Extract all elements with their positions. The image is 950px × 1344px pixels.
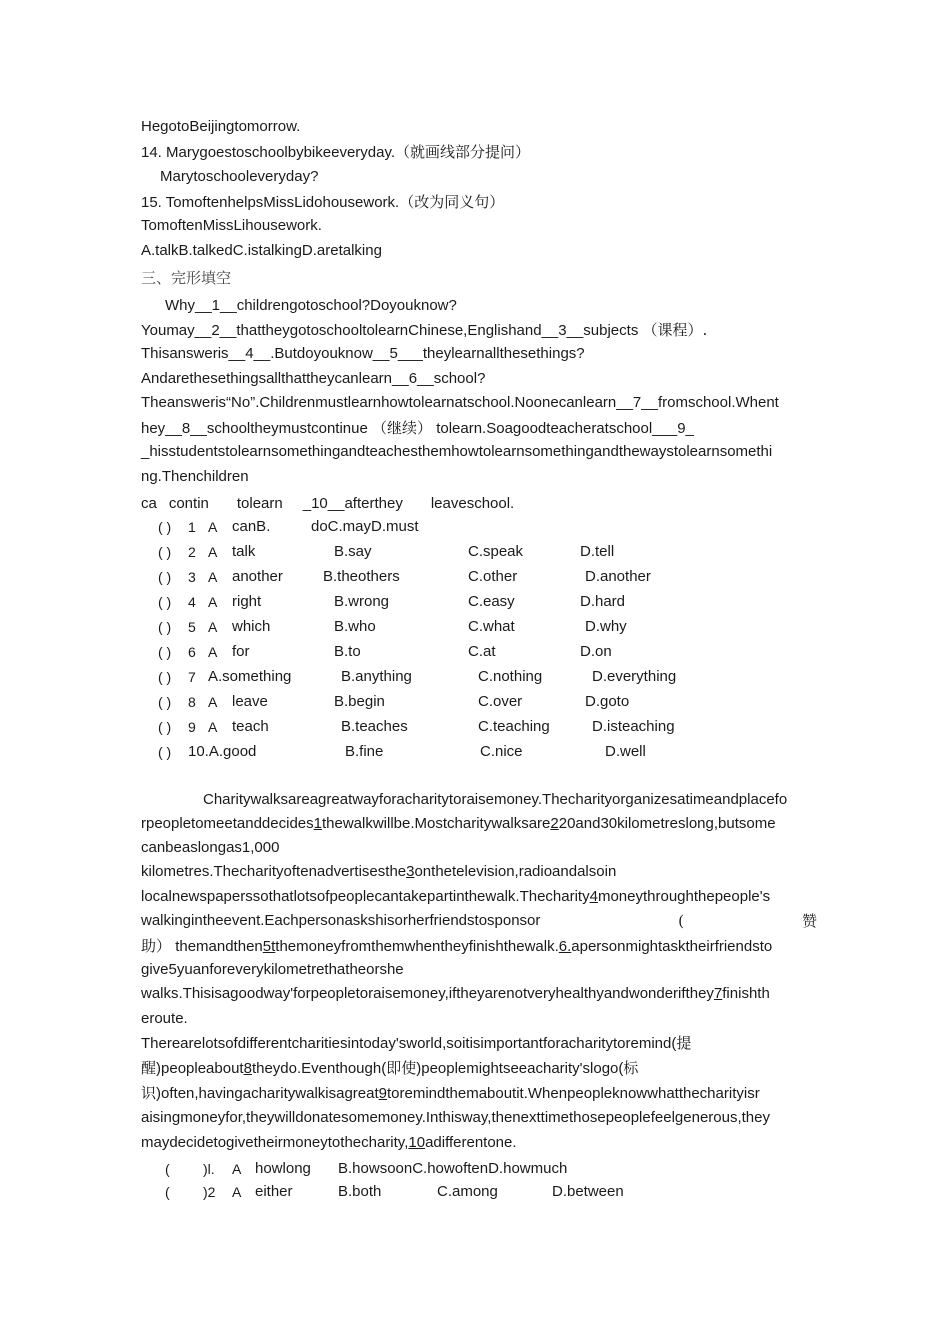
passage2-line-10: eroute. — [141, 1010, 188, 1027]
question-letter: A — [208, 644, 218, 660]
passage2-text: toremindthemaboutit.Whenpeopleknowwhatthecharityisr — [386, 1085, 760, 1102]
passage2-line-13 — [141, 1083, 760, 1104]
passage2-line-12 — [141, 1058, 638, 1079]
passage2-line-8: give5yuanforeverykilometrethatheorshe — [141, 961, 404, 978]
passage1-line-4: Andarethesethingsallthattheycanlearn__6__school? — [141, 370, 486, 387]
question-num: 10.A.good — [188, 743, 257, 760]
passage2-line-15 — [141, 1133, 517, 1153]
question-a: for — [232, 643, 250, 660]
passage2-cn-note: 标 — [623, 1059, 639, 1077]
question-num: 2 — [188, 544, 196, 560]
question-letter: A — [208, 719, 218, 735]
passage2-cn-note: 即使 — [386, 1059, 417, 1077]
passage2-text: localnewspaperssothatlotsofpeoplecantakepartinthewalk.Thecharity — [141, 888, 590, 905]
question-letter: A — [208, 519, 218, 535]
question-paren: ( ) — [158, 519, 172, 535]
question-a: leave — [232, 693, 268, 710]
options-line: A.talkB.talkedC.istalkingD.aretalking — [141, 242, 382, 259]
passage2-text: finishth — [722, 985, 770, 1002]
passage2-paren: ( — [678, 912, 684, 930]
question-paren: ( — [165, 1161, 170, 1177]
question-c: C.speak — [468, 543, 524, 560]
question-b: B.anything — [341, 668, 412, 685]
question-num: 7 — [188, 669, 196, 685]
question-b: B.fine — [345, 743, 384, 760]
passage2-cn-note: 赞 — [801, 912, 817, 930]
passage1-line-9-a: ca — [141, 495, 157, 512]
question-a: teach — [232, 718, 269, 735]
passage2-text: themoneyfromthemwhentheyfinishthewalk. — [275, 938, 559, 955]
passage1-line-2 — [141, 320, 707, 341]
question-b: B.teaches — [341, 718, 408, 735]
question-num: )2 — [203, 1184, 216, 1200]
question-letter: A — [208, 619, 218, 635]
passage2-text: maydecidetogivetheirmoneytothecharity, — [141, 1134, 409, 1151]
passage2-text: themandthen — [175, 938, 263, 955]
question-b: doC.mayD.must — [311, 518, 419, 535]
question-d: D.another — [585, 568, 651, 585]
passage1-line-8: ng.Thenchildren — [141, 468, 249, 485]
passage2-line-3: canbeaslongas1,000 — [141, 839, 280, 856]
passage2-text: )peopleabout — [156, 1060, 244, 1077]
blank-number: 7 — [713, 985, 723, 1002]
question-b: B.wrong — [334, 593, 390, 610]
question-d: D.on — [580, 643, 612, 660]
question-c: C.teaching — [478, 718, 550, 735]
question-b: B.who — [334, 618, 376, 635]
passage2-text: Therearelotsofdifferentcharitiesintoday'sworld,soitisimportantforacharitytoremind( — [141, 1035, 677, 1052]
passage1-line-6-b: tolearn.Soagoodteacheratschool___9_ — [436, 420, 694, 437]
question-d: D.between — [552, 1183, 624, 1200]
question-c: C.among — [437, 1183, 498, 1200]
question-d: D.hard — [580, 593, 626, 610]
question-num: 4 — [188, 594, 196, 610]
passage2-text: walks.Thisisagoodway'forpeopletoraisemoney,iftheyarenotveryhealthyandwonderifthey — [141, 985, 714, 1002]
section-title: 三、完形填空 — [141, 269, 232, 287]
passage1-line-9-d: _10__afterthey — [302, 495, 403, 512]
passage2-line-11 — [141, 1033, 691, 1054]
question-d: D.well — [605, 743, 646, 760]
passage2-text: walkingintheevent.Eachpersonaskshisorherfriendstosponsor — [141, 912, 541, 929]
question-a: talk — [232, 543, 256, 560]
question-c: C.at — [468, 643, 496, 660]
question-d: D.goto — [585, 693, 630, 710]
passage2-line-1: Charitywalksareagreatwayforacharitytoraisemoney.Thecharityorganizesatimeandplacefo — [203, 791, 788, 808]
passage2-line-2 — [141, 814, 776, 834]
question-a: canB. — [232, 518, 271, 535]
passage1-line-9-b: contin — [168, 495, 209, 512]
question-letter: A — [232, 1161, 242, 1177]
question-num: 3 — [188, 569, 196, 585]
blank-number: 2 — [550, 815, 559, 832]
question-c: C.other — [468, 568, 518, 585]
passage1-line-5: Theansweris“No”.Childrenmustlearnhowtolearnatschool.Noonecanlearn__7__fromschool.Whent — [141, 394, 779, 411]
question-b: B.to — [334, 643, 361, 660]
exercise-14-answer: Marytoschooleveryday? — [160, 168, 319, 185]
question-letter: A — [208, 544, 218, 560]
passage2-text: 20and30kilometreslong,butsome — [558, 815, 776, 832]
passage2-cn-note: 识 — [141, 1084, 157, 1102]
question-letter: A — [232, 1184, 242, 1200]
question-b: B.howsoonC.howoftenD.howmuch — [338, 1160, 568, 1177]
passage1-line-9-c: tolearn — [236, 495, 283, 512]
question-letter: A — [208, 569, 218, 585]
blank-number: 3 — [406, 863, 415, 880]
question-letter: A — [208, 694, 218, 710]
question-paren: ( ) — [158, 619, 172, 635]
question-num: 8 — [188, 694, 196, 710]
blank-number: 9 — [378, 1085, 387, 1102]
passage2-line-9 — [141, 984, 770, 1004]
blank-number: 4 — [589, 888, 598, 905]
blank-number: 5t — [262, 938, 276, 955]
top-line-1: HegotoBeijingtomorrow. — [141, 118, 301, 135]
blank-number: 10 — [408, 1134, 426, 1151]
question-d: D.everything — [592, 668, 677, 685]
question-paren: ( ) — [158, 694, 172, 710]
passage2-line-7 — [141, 936, 772, 957]
question-num: 1 — [188, 519, 196, 535]
question-paren: ( ) — [158, 744, 172, 760]
exercise-14-instruction: （就画线部分提问） — [395, 143, 531, 161]
exercise-15-answer: TomoftenMissLihousework. — [141, 217, 322, 234]
question-paren: ( ) — [158, 719, 172, 735]
passage2-line-5 — [141, 887, 770, 907]
blank-number: 8 — [243, 1060, 252, 1077]
passage2-text: theydo.Eventhough( — [251, 1060, 387, 1077]
question-c: C.easy — [468, 593, 515, 610]
exercise-15 — [141, 192, 504, 213]
question-a: another — [232, 568, 283, 585]
question-c: C.over — [478, 693, 523, 710]
question-num: 9 — [188, 719, 196, 735]
question-c: C.nothing — [478, 668, 543, 685]
question-paren: ( ) — [158, 644, 172, 660]
question-d: D.tell — [580, 543, 615, 560]
passage1-line-2-text: Youmay__2__thattheygotoschooltolearnChinese,Englishand__3__subjects — [141, 322, 639, 339]
blank-number: 6. — [558, 938, 572, 955]
passage2-text: )often,havingacharitywalkisagreat — [156, 1085, 379, 1102]
exercise-15-instruction: （改为同义句） — [399, 193, 505, 211]
passage1-line-7: _hisstudentstolearnsomethingandteachesthemhowtolearnsomethingandthewaystolearnsomethi — [141, 443, 773, 460]
question-c: C.what — [468, 618, 515, 635]
passage2-cn-note: 醒 — [141, 1059, 157, 1077]
passage2-cn-note: 提 — [676, 1034, 692, 1052]
passage1-line-9 — [141, 494, 514, 514]
question-num: )l. — [203, 1161, 215, 1177]
passage1-line-1: Why__1__childrengotoschool?Doyouknow? — [165, 297, 457, 314]
passage2-text: thewalkwillbe.Mostcharitywalksare — [321, 815, 551, 832]
question-a: A.something — [208, 668, 292, 685]
passage1-line-9-e: leaveschool. — [430, 495, 515, 512]
passage2-text: moneythroughthepeople's — [597, 888, 771, 905]
question-d: D.isteaching — [592, 718, 675, 735]
question-paren: ( — [165, 1184, 170, 1200]
exercise-14 — [141, 142, 530, 163]
passage2-line-4 — [141, 862, 616, 882]
passage1-line-6 — [141, 418, 694, 439]
passage2-line-6 — [141, 911, 817, 931]
question-b: B.theothers — [323, 568, 400, 585]
question-b: B.both — [338, 1183, 382, 1200]
blank-number: 1 — [313, 815, 322, 832]
exercise-14-text: 14. Marygoestoschoolbybikeeveryday. — [141, 144, 396, 161]
question-c: C.nice — [480, 743, 523, 760]
passage2-text: adifferentone. — [425, 1134, 517, 1151]
question-paren: ( ) — [158, 669, 172, 685]
passage2-cn-note: 助） — [141, 937, 172, 955]
question-a: howlong — [255, 1160, 311, 1177]
question-paren: ( ) — [158, 569, 172, 585]
question-d: D.why — [585, 618, 627, 635]
question-letter: A — [208, 594, 218, 610]
passage2-text: )peoplemightseeacharity'slogo( — [416, 1060, 624, 1077]
question-a: right — [232, 593, 262, 610]
question-a: either — [255, 1183, 293, 1200]
question-num: 5 — [188, 619, 196, 635]
passage2-text: rpeopletomeetanddecides — [141, 815, 314, 832]
passage2-line-14: aisingmoneyfor,theywilldonatesomemoney.Inthisway,thenexttimethosepeoplefeelgenerous,they — [141, 1109, 770, 1126]
passage1-line-3: Thisansweris__4__.Butdoyouknow__5___theylearnallthesethings? — [141, 345, 585, 362]
question-num: 6 — [188, 644, 196, 660]
passage2-text: onthetelevision,radioandalsoin — [414, 863, 617, 880]
exercise-15-text: 15. TomoftenhelpsMissLidohousework. — [141, 194, 400, 211]
question-b: B.say — [334, 543, 372, 560]
passage2-text: kilometres.Thecharityoftenadvertisesthe — [141, 863, 407, 880]
question-paren: ( ) — [158, 594, 172, 610]
passage1-line-2-note: （课程）. — [642, 321, 708, 339]
passage2-text: apersonmightasktheirfriendsto — [571, 938, 773, 955]
passage1-line-6-note: （继续） — [372, 419, 433, 437]
question-paren: ( ) — [158, 544, 172, 560]
question-b: B.begin — [334, 693, 385, 710]
question-a: which — [232, 618, 271, 635]
passage1-line-6-a: hey__8__schooltheymustcontinue — [141, 420, 368, 437]
